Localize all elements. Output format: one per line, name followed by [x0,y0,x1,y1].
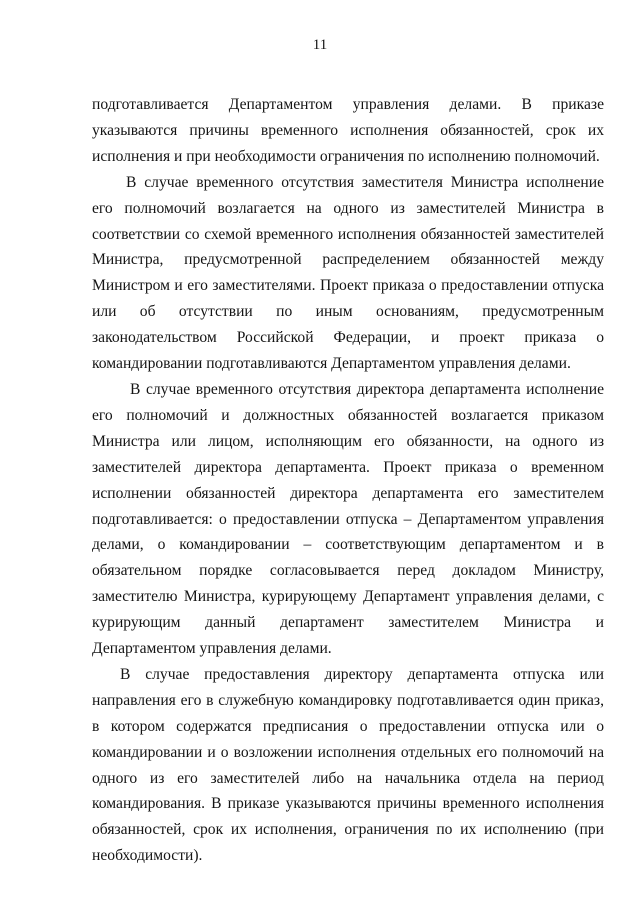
page-number: 11 [312,37,328,53]
paragraph-department-director-absence: В случае временного отсутствия директора департамента исполнение его полномочий и должностных обязанностей возлагается приказом Министра или лицом, исполняющим его обязанности, на одного из заместителей директора департамента. Проект приказа о временном исполнении обязанностей директора департамента его заместителем подготавливается: о предоставлении отпуска – Департаментом управления делами, о командировании – соответствующим департаментом и в обязательном порядке согласовывается перед докладом Министру, заместителю Министра, курирующему Департамент управления делами, с курирующим данный департамент заместителем Министра и Департаментом управления делами. [92,380,604,658]
document-body [92,92,604,869]
paragraph-deputy-minister-absence: В случае временного отсутствия заместителя Министра исполнение его полномочий возлагается на одного из заместителей Министра в соответствии со схемой временного исполнения обязанностей заместителей Министра, предусмотренной распределением обязанностей между Министром и его заместителями. Проект приказа о предоставлении отпуска или об отсутствии по иным основаниям, предусмотренным законодательством Российской Федерации, и проект приказа о командировании подготавливаются Департаментом управления делами. [92,173,604,373]
paragraph-continuation: подготавливается Департаментом управления делами. В приказе указываются причины временного исполнения обязанностей, срок их исполнения и при необходимости ограничения по исполнению полномочий. [92,96,604,165]
paragraph-director-leave-order: В случае предоставления директору департамента отпуска или направления его в служебную командировку подготавливается один приказ, в котором содержатся предписания о предоставлении отпуска или о командировании и о возложении исполнения отдельных его полномочий на одного из его заместителей либо на начальника отдела на период командирования. В приказе указываются причины временного исполнения обязанностей, срок их исполнения, ограничения по их исполнению (при необходимости). [92,665,604,865]
